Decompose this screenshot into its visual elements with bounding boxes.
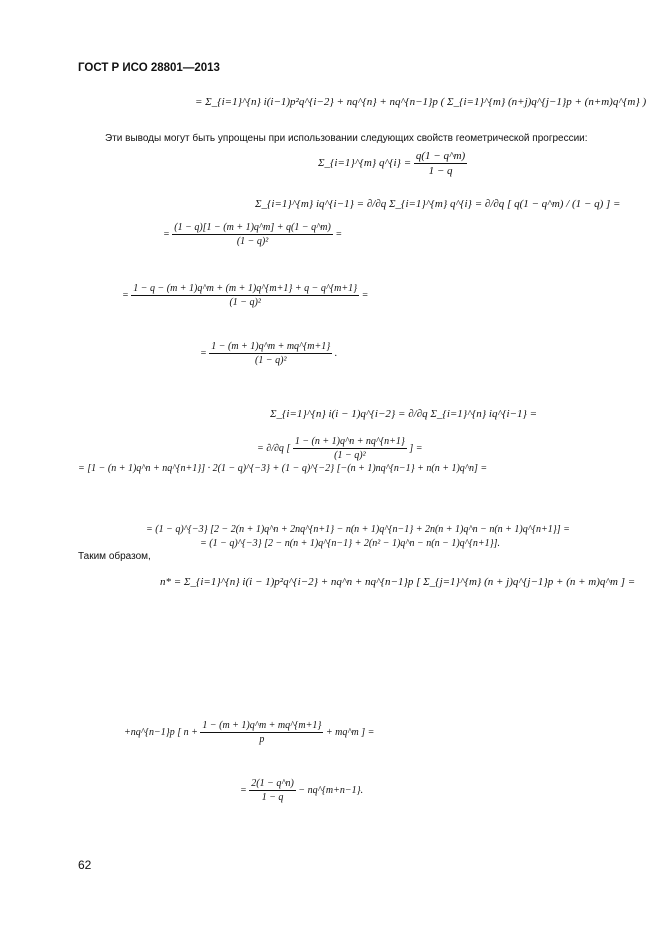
equation-4: = $\frac{(1 - q)[1 - (m + 1)q\^{}m] + q(1 - q\^{}m)}{\text{(1 − q)²}}$ = [163, 222, 343, 247]
equation-4-denominator: (1 − q)² [236, 236, 269, 247]
intro-paragraph: Эти выводы могут быть упрощены при использовании следующих свойств геометрической прогрессии: [105, 133, 588, 144]
thus-label: Таким образом, [78, 551, 151, 562]
equation-7b-numerator: 1 − (n + 1)q^n + nq^{n+1} [294, 436, 405, 447]
equation-2-lhs: Σ_{i=1}^{m} q^{i} = [318, 157, 412, 170]
equation-3: Σ_{i=1}^{m} iq^{i−1} = ∂/∂q Σ_{i=1}^{m} q^{i} = ∂/∂q [ q(1 − q^m) / (1 − q) ] = [255, 198, 621, 210]
equation-12-numerator: 1 − (m + 1)q^m + mq^{m+1} [202, 720, 322, 731]
equation-12-suffix: + mq^m ] = [325, 726, 375, 738]
equation-5-fraction [131, 283, 359, 308]
equation-12-denominator: p [259, 734, 265, 745]
equation-6: = $\frac{1 - (m + 1)q\^{}m + mq\^{}\{m+1\}}{\text{(1 − q)²}}$ . [200, 341, 338, 366]
equation-2-denominator: 1 − q [428, 165, 453, 177]
equation-8: = [1 − (n + 1)q^n + nq^{n+1}] · 2(1 − q)^{−3} + (1 − q)^{−2} [−(n + 1)nq^{n−1} + n(n + 1)q^n] = [78, 463, 488, 474]
equation-2 [318, 150, 467, 177]
equation-6-fraction [209, 341, 332, 366]
equation-11: n* = Σ_{i=1}^{n} i(i − 1)p²q^{i−2} + nq^n + nq^{n−1}p [ Σ_{j=1}^{m} (n + j)q^{j−1}p + (n + m)q^m ] = [160, 576, 636, 588]
equation-13-numerator: 2(1 − q^n) [251, 778, 294, 789]
equation-12-prefix: +nq^{n−1}p [ n + [124, 726, 198, 738]
equation-12 [124, 720, 374, 745]
equation-1: = Σ_{i=1}^{n} i(i−1)p²q^{i−2} + nq^{n} + nq^{n−1}p ( Σ_{i=1}^{m} (n+j)q^{j−1}p + (n+m)q^{m} ) [195, 96, 647, 108]
equation-5-numerator: 1 − q − (m + 1)q^m + (m + 1)q^{m+1} + q − q^{m+1} [133, 283, 358, 294]
equation-9: = (1 − q)^{−3} [2 − 2(n + 1)q^n + 2nq^{n+1} − n(n + 1)q^{n−1} + 2n(n + 1)q^n − n(n + 1)q^{n+1}] = [146, 524, 570, 535]
equation-6-numerator: 1 − (m + 1)q^m + mq^{m+1} [211, 341, 331, 352]
equation-10: = (1 − q)^{−3} [2 − n(n + 1)q^{n−1} + 2(n² − 1)q^n − n(n − 1)q^{n+1}]. [200, 538, 501, 549]
equation-4-numerator: (1 − q)[1 − (m + 1)q^m] + q(1 − q^m) [174, 222, 331, 233]
equation-5: = $\frac{1 - q - (m + 1)q\^{}m + (m + 1)q\^{}\{m+1\} + q - q\^{}\{m+1\}}{\text{(1 − q)²}}$ = [122, 283, 369, 308]
equation-7b: = ∂/∂q [ $\frac{1 - (n + 1)q\^{}n + nq\^{}\{n+1\}}{\text{(1 − q)²}}$ ] = [257, 436, 423, 461]
equation-7: Σ_{i=1}^{n} i(i − 1)q^{i−2} = ∂/∂q Σ_{i=1}^{n} iq^{i−1} = [270, 408, 538, 420]
page-header-title: ГОСТ Р ИСО 28801—2013 [78, 62, 220, 74]
equation-13-fraction [249, 778, 296, 803]
equation-4-fraction [172, 222, 333, 247]
equation-7b-fraction [293, 436, 407, 461]
equation-13-denominator: 1 − q [261, 792, 284, 803]
equation-12-fraction [200, 720, 323, 745]
equation-7b-denominator: (1 − q)² [334, 450, 366, 461]
equation-13-suffix: − nq^{m+n−1}. [298, 784, 364, 796]
equation-6-denominator: (1 − q)² [255, 355, 287, 366]
page-number: 62 [78, 858, 92, 872]
equation-5-denominator: (1 − q)² [229, 297, 261, 308]
equation-2-numerator: q(1 − q^m) [415, 150, 466, 162]
equation-2-fraction [414, 150, 467, 177]
equation-13: = $\frac{2(1 - q\^{}n)}{1 - q}$ − nq^{m+n−1}. [240, 778, 364, 803]
